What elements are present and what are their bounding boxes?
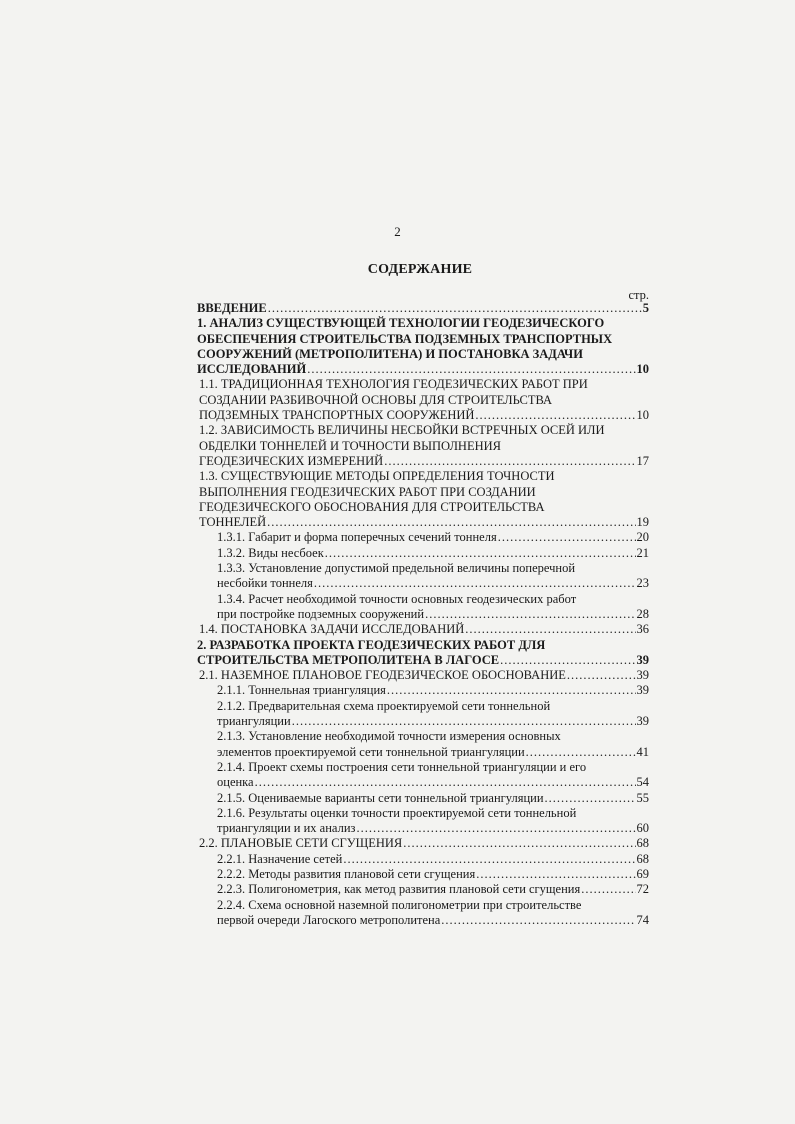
dot-leader bbox=[581, 882, 635, 897]
toc-entry-text: 2.2.3. Полигонометрия, как метод развития плановой сети сгущения bbox=[217, 882, 581, 897]
toc-entry-text: оценка bbox=[217, 775, 254, 790]
toc-entry-text: триангуляции bbox=[217, 714, 291, 729]
toc-entry-text: СООРУЖЕНИЙ (МЕТРОПОЛИТЕНА) И ПОСТАНОВКА ЗАДАЧИ bbox=[197, 346, 583, 361]
toc-entry bbox=[197, 699, 649, 730]
dot-leader bbox=[314, 576, 636, 591]
toc-entry-text: ГЕОДЕЗИЧЕСКОГО ОБОСНОВАНИЯ ДЛЯ СТРОИТЕЛЬСТВА bbox=[199, 499, 545, 514]
toc-entry-text: 1.4. ПОСТАНОВКА ЗАДАЧИ ИССЛЕДОВАНИЙ bbox=[199, 622, 465, 637]
toc-entry-last-line bbox=[199, 454, 649, 469]
toc-page-number: 21 bbox=[636, 545, 649, 560]
toc-entry-text: 1.1. ТРАДИЦИОННАЯ ТЕХНОЛОГИЯ ГЕОДЕЗИЧЕСКИХ РАБОТ ПРИ bbox=[199, 377, 588, 392]
toc-entry-text: СТРОИТЕЛЬСТВА МЕТРОПОЛИТЕНА В ЛАГОСЕ bbox=[197, 652, 500, 667]
toc-entry-text: 2.1.5. Оцениваемые варианты сети тоннельной триангуляции bbox=[217, 790, 544, 805]
dot-leader bbox=[500, 653, 635, 668]
dot-leader bbox=[475, 408, 635, 423]
toc-entry bbox=[197, 882, 649, 897]
toc-entry-last-line bbox=[197, 653, 649, 668]
toc-page-number: 60 bbox=[636, 821, 649, 836]
dot-leader bbox=[465, 622, 635, 637]
toc-entry-last-line bbox=[217, 882, 649, 897]
toc-entry bbox=[197, 683, 649, 698]
toc-page-number: 28 bbox=[636, 606, 649, 621]
dot-leader bbox=[343, 852, 635, 867]
toc-entry-text: 1.3.1. Габарит и форма поперечных сечений тоннеля bbox=[217, 530, 497, 545]
toc-entry-last-line bbox=[217, 913, 649, 928]
toc-entry-last-line bbox=[217, 607, 649, 622]
toc-entry bbox=[197, 377, 649, 423]
dot-leader bbox=[387, 683, 636, 698]
toc-entry-text: ПОДЗЕМНЫХ ТРАНСПОРТНЫХ СООРУЖЕНИЙ bbox=[199, 408, 475, 423]
toc-page-number: 41 bbox=[636, 744, 649, 759]
dot-leader bbox=[307, 362, 635, 377]
toc-entry-text: 2.1.2. Предварительная схема проектируемой сети тоннельной bbox=[217, 698, 551, 713]
toc-entry-last-line bbox=[199, 408, 649, 423]
toc-entry-last-line bbox=[217, 576, 649, 591]
dot-leader bbox=[567, 668, 636, 683]
toc-entry-text: 2.1.1. Тоннельная триангуляция bbox=[217, 683, 386, 698]
toc-entry bbox=[197, 836, 649, 851]
toc-entry-text: ОБЕСПЕЧЕНИЯ СТРОИТЕЛЬСТВА ПОДЗЕМНЫХ ТРАНСПОРТНЫХ bbox=[197, 331, 613, 346]
dot-leader bbox=[325, 546, 636, 561]
toc-entry-text: 2.2. ПЛАНОВЫЕ СЕТИ СГУЩЕНИЯ bbox=[199, 836, 403, 851]
toc-entry bbox=[197, 301, 649, 316]
dot-leader bbox=[292, 714, 636, 729]
toc-entry-text: 1.3. СУЩЕСТВУЮЩИЕ МЕТОДЫ ОПРЕДЕЛЕНИЯ ТОЧНОСТИ bbox=[199, 469, 555, 484]
toc-page-number: 74 bbox=[636, 912, 649, 927]
toc-entry-last-line bbox=[199, 622, 649, 637]
dot-leader bbox=[356, 821, 635, 836]
toc-entry-text: ВВЕДЕНИЕ bbox=[197, 301, 267, 315]
toc-page-number: 68 bbox=[636, 836, 649, 851]
dot-leader bbox=[267, 515, 635, 530]
dot-leader bbox=[498, 530, 636, 545]
toc-entry-last-line bbox=[217, 683, 649, 698]
toc-entry-text: 1.3.3. Установление допустимой предельной величины поперечной bbox=[217, 561, 576, 576]
toc-entry-text: ОБДЕЛКИ ТОННЕЛЕЙ И ТОЧНОСТИ ВЫПОЛНЕНИЯ bbox=[199, 438, 501, 453]
toc-entry-text: 2.1. НАЗЕМНОЕ ПЛАНОВОЕ ГЕОДЕЗИЧЕСКОЕ ОБОСНОВАНИЕ bbox=[199, 668, 566, 683]
toc-entry-last-line bbox=[217, 714, 649, 729]
dot-leader bbox=[526, 745, 636, 760]
toc-entry bbox=[197, 592, 649, 623]
toc-entry bbox=[197, 760, 649, 791]
toc-entry bbox=[197, 668, 649, 683]
toc-entry-last-line bbox=[197, 301, 649, 316]
toc-entry-last-line bbox=[217, 821, 649, 836]
toc-entry-last-line bbox=[217, 852, 649, 867]
toc-page-number: 39 bbox=[636, 668, 649, 683]
dot-leader bbox=[545, 791, 636, 806]
toc-entry-text: 2.1.6. Результаты оценки точности проектируемой сети тоннельной bbox=[217, 805, 577, 820]
dot-leader bbox=[441, 913, 635, 928]
toc-page-number: 23 bbox=[636, 576, 649, 591]
toc-entry-last-line bbox=[217, 775, 649, 790]
toc-entry-last-line bbox=[217, 791, 649, 806]
toc-page-number: 55 bbox=[636, 790, 649, 805]
toc-entry-last-line bbox=[217, 546, 649, 561]
page-number: 2 bbox=[394, 224, 401, 239]
toc-entry bbox=[197, 622, 649, 637]
toc-entry bbox=[197, 530, 649, 545]
toc-entry-text: несбойки тоннеля bbox=[217, 576, 313, 591]
toc-entry-text: СОЗДАНИИ РАЗБИВОЧНОЙ ОСНОВЫ ДЛЯ СТРОИТЕЛЬСТВА bbox=[199, 392, 553, 407]
toc-entry-text: ТОННЕЛЕЙ bbox=[199, 515, 267, 530]
toc-entry-text: первой очереди Лагоского метрополитена bbox=[217, 912, 441, 927]
toc-entry-text: ГЕОДЕЗИЧЕСКИХ ИЗМЕРЕНИЙ bbox=[199, 453, 384, 468]
toc-entry-text: 2.2.4. Схема основной наземной полигонометрии при строительстве bbox=[217, 897, 582, 912]
table-of-contents bbox=[197, 301, 649, 928]
toc-entry-last-line bbox=[199, 515, 649, 530]
toc-entry bbox=[197, 791, 649, 806]
toc-entry bbox=[197, 469, 649, 530]
toc-entry bbox=[197, 867, 649, 882]
toc-page-number: 69 bbox=[636, 866, 649, 881]
dot-leader bbox=[268, 301, 642, 316]
toc-entry bbox=[197, 423, 649, 469]
dot-leader bbox=[384, 454, 635, 469]
dot-leader bbox=[425, 607, 635, 622]
toc-entry-text: 1.3.4. Расчет необходимой точности основных геодезических работ bbox=[217, 591, 577, 606]
toc-page-number: 10 bbox=[636, 362, 649, 377]
toc-page-number: 54 bbox=[636, 775, 649, 790]
toc-entry-text: элементов проектируемой сети тоннельной триангуляции bbox=[217, 744, 525, 759]
toc-entry-text: при постройке подземных сооружений bbox=[217, 606, 425, 621]
toc-entry-text: 2. РАЗРАБОТКА ПРОЕКТА ГЕОДЕЗИЧЕСКИХ РАБОТ ДЛЯ bbox=[197, 637, 546, 652]
toc-entry-last-line bbox=[197, 362, 649, 377]
toc-page-number: 39 bbox=[636, 652, 649, 667]
toc-entry bbox=[197, 561, 649, 592]
toc-entry bbox=[197, 546, 649, 561]
toc-entry bbox=[197, 316, 649, 377]
toc-entry-text: ИССЛЕДОВАНИЙ bbox=[197, 362, 307, 377]
page-column-label: стр. bbox=[628, 288, 649, 302]
dot-leader bbox=[255, 775, 636, 790]
toc-page-number: 72 bbox=[636, 882, 649, 897]
toc-entry-last-line bbox=[199, 836, 649, 851]
toc-title: СОДЕРЖАНИЕ bbox=[367, 262, 473, 277]
toc-entry-text: 1.2. ЗАВИСИМОСТЬ ВЕЛИЧИНЫ НЕСБОЙКИ ВСТРЕЧНЫХ ОСЕЙ ИЛИ bbox=[199, 423, 605, 438]
toc-entry-text: 2.2.1. Назначение сетей bbox=[217, 851, 343, 866]
toc-page-number: 17 bbox=[636, 453, 649, 468]
toc-page-number: 20 bbox=[636, 530, 649, 545]
dot-leader bbox=[476, 867, 635, 882]
toc-entry bbox=[197, 898, 649, 929]
toc-page-number: 39 bbox=[636, 714, 649, 729]
toc-entry bbox=[197, 806, 649, 837]
dot-leader bbox=[403, 836, 635, 851]
toc-entry-last-line bbox=[199, 668, 649, 683]
toc-entry-last-line bbox=[217, 530, 649, 545]
toc-entry-text: 1. АНАЛИЗ СУЩЕСТВУЮЩЕЙ ТЕХНОЛОГИИ ГЕОДЕЗИЧЕСКОГО bbox=[197, 316, 605, 331]
toc-page-number: 39 bbox=[636, 683, 649, 698]
toc-entry-text: 2.1.3. Установление необходимой точности измерения основных bbox=[217, 729, 561, 744]
toc-page-number: 36 bbox=[636, 622, 649, 637]
toc-entry-last-line bbox=[217, 867, 649, 882]
toc-entry-text: триангуляции и их анализ bbox=[217, 821, 356, 836]
toc-page-number: 10 bbox=[636, 408, 649, 423]
toc-page-number: 19 bbox=[636, 515, 649, 530]
toc-entry bbox=[197, 852, 649, 867]
toc-entry-text: 2.1.4. Проект схемы построения сети тоннельной триангуляции и его bbox=[217, 759, 587, 774]
toc-entry-last-line bbox=[217, 745, 649, 760]
toc-entry bbox=[197, 638, 649, 669]
toc-entry-text: 1.3.2. Виды несбоек bbox=[217, 545, 324, 560]
toc-entry-text: ВЫПОЛНЕНИЯ ГЕОДЕЗИЧЕСКИХ РАБОТ ПРИ СОЗДАНИИ bbox=[199, 484, 536, 499]
toc-entry-text: 2.2.2. Методы развития плановой сети сгущения bbox=[217, 866, 476, 881]
toc-page-number: 68 bbox=[636, 851, 649, 866]
toc-page-number: 5 bbox=[642, 301, 649, 315]
toc-entry bbox=[197, 729, 649, 760]
